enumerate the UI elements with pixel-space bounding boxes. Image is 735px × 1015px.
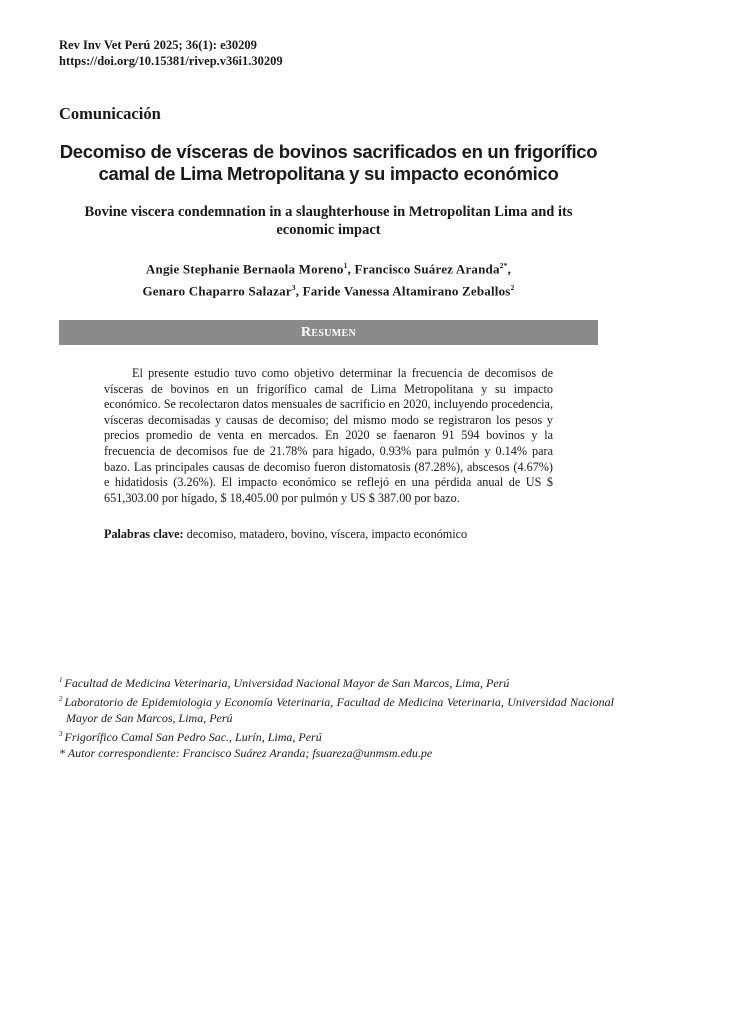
abstract-body: El presente estudio tuvo como objetivo determinar la frecuencia de decomisos de vísceras de bovinos en un frigorífico camal de Lima Metropolitana y su impacto económico. Se recolectaron datos mensuales de sacrificio en 2020, incluyendo procedencia, vísceras decomisadas y causas de decomiso; del mismo modo se registraron los pesos y precios promedio de venta en mercados. En 2020 se faenaron 91 594 bovinos y la frecuencia de decomisos fue de 21.78% para hígado, 0.93% para pulmón y 0.14% para bazo. Las principales causas de decomiso fueron distomatosis (87.28%), abscesos (4.67%) e hidatidosis (3.26%). El impacto económico se reflejó en una pérdida anual de US $ 651,303.00 por hígado, $ 18,405.00 por pulmón y US $ 387.00 por bazo. — [104, 366, 553, 505]
author-separator: , — [347, 261, 355, 277]
keywords-text: decomiso, matadero, bovino, víscera, impacto económico — [186, 527, 468, 541]
author-name: Faride Vanessa Altamirano Zeballos — [302, 283, 511, 299]
footnote — [59, 691, 614, 726]
author-list — [100, 256, 557, 301]
journal-header — [59, 37, 283, 69]
footnote — [59, 672, 614, 691]
footnote-text: Frigorífico Camal San Pedro Sac., Lurín, Lima, Perú — [64, 730, 322, 744]
author-name: Angie Stephanie Bernaola Moreno — [145, 261, 344, 277]
author-name: Genaro Chaparro Salazar — [142, 283, 292, 299]
footnotes — [59, 672, 614, 761]
author-separator: , — [507, 261, 512, 277]
author-affiliation-mark: 2 — [510, 283, 515, 293]
footnote-text: Facultad de Medicina Veterinaria, Universidad Nacional Mayor de San Marcos, Lima, Perú — [64, 676, 510, 690]
title-spanish: Decomiso de vísceras de bovinos sacrificados en un frigorífico camal de Lima Metropolitana y su impacto económico — [59, 141, 598, 184]
abstract-heading: Resumen — [301, 324, 356, 340]
doi-link[interactable]: https://doi.org/10.15381/rivep.v36i1.30209 — [59, 54, 283, 68]
author-affiliation-mark: 3 — [291, 283, 296, 293]
footnote-mark: 2 — [59, 695, 63, 703]
keywords-label: Palabras clave: — [104, 527, 184, 541]
journal-citation: Rev Inv Vet Perú 2025; 36(1): e30209 — [59, 38, 257, 52]
footnote-mark: * — [59, 746, 65, 760]
author-name: Francisco Suárez Aranda — [354, 261, 500, 277]
title-english: Bovine viscera condemnation in a slaughterhouse in Metropolitan Lima and its economic impact — [84, 204, 573, 238]
footnote-text: Autor correspondiente: Francisco Suárez Aranda; fsuareza@unmsm.edu.pe — [67, 746, 433, 760]
footnote-mark: 3 — [59, 730, 63, 738]
keywords — [104, 526, 553, 542]
section-label: Comunicación — [59, 104, 161, 123]
author-affiliation-mark: 1 — [343, 261, 348, 270]
footnote-text: Laboratorio de Epidemiologia y Economía Veterinaria, Facultad de Medicina Veterinaria, Universidad Nacional Mayor de San Marcos, Lima, Perú — [64, 695, 614, 725]
footnote — [59, 745, 614, 761]
abstract-heading-bar — [59, 320, 598, 345]
footnote — [59, 726, 614, 745]
footnote-mark: 1 — [59, 676, 63, 684]
author-affiliation-mark: 2* — [499, 261, 508, 270]
author-separator: , — [295, 283, 303, 299]
